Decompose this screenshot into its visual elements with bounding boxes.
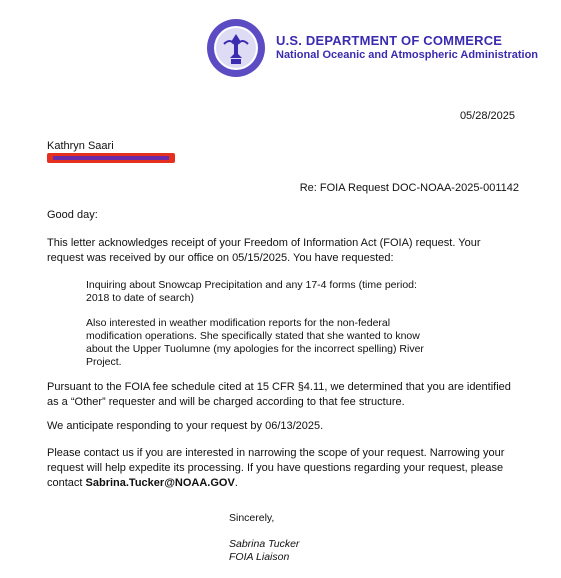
acknowledgement-paragraph: This letter acknowledges receipt of your Freedom of Information Act (FOIA) request. Your request was received by our office on 05/15/2025. You have requested: — [47, 237, 481, 264]
redacted-address — [47, 153, 175, 163]
request-quote-1: Inquiring about Snowcap Precipitation and any 17-4 forms (time period: 2018 to date of search) — [86, 279, 417, 304]
request-quote-2: Also interested in weather modification reports for the non-federal modification operations. She specifically stated that she wanted to know about the Upper Tuolumne (my apologies for the incorrect spelling) River Project. — [86, 317, 424, 368]
contact-text: Please contact us if you are interested in narrowing the scope of your request. Narrowing your request will help expedite its processing. If you have questions regarding your request, please contact — [47, 447, 505, 489]
greeting: Good day: — [47, 209, 98, 221]
subject-line: Re: FOIA Request DOC-NOAA-2025-001142 — [299, 182, 519, 194]
signer-title: FOIA Liaison — [229, 551, 290, 563]
doc-seal-logo — [206, 18, 266, 78]
contact-end: . — [234, 477, 238, 489]
letter-date: 05/28/2025 — [459, 110, 515, 122]
agency-title: National Oceanic and Atmospheric Administration — [276, 49, 539, 61]
signer-name: Sabrina Tucker — [229, 538, 300, 550]
recipient-name: Kathryn Saari — [47, 140, 114, 152]
contact-paragraph — [47, 446, 517, 491]
department-title: U.S. DEPARTMENT OF COMMERCE — [276, 33, 503, 48]
response-date-paragraph: We anticipate responding to your request by 06/13/2025. — [47, 420, 324, 432]
fee-paragraph: Pursuant to the FOIA fee schedule cited at 15 CFR §4.11, we determined that you are identified as a “Other” requester and will be charged according to that fee structure. — [47, 381, 511, 408]
contact-email-link[interactable]: Sabrina.Tucker@NOAA.GOV — [85, 477, 235, 489]
closing: Sincerely, — [229, 512, 275, 524]
